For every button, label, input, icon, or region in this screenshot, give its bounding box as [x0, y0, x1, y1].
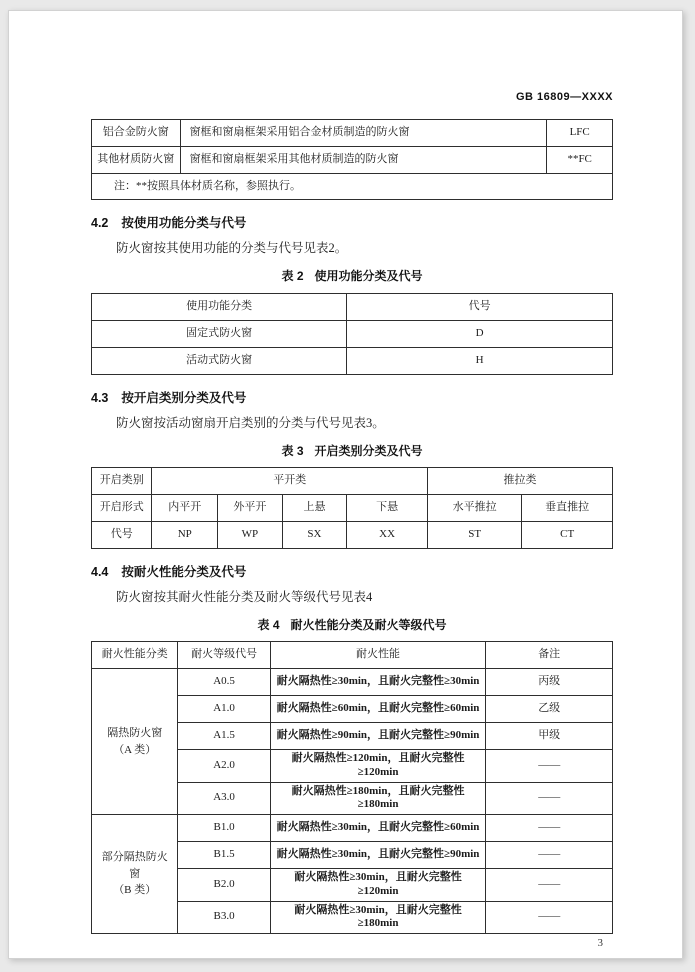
function-classification-table — [91, 293, 613, 375]
table-cell-performance: 耐火隔热性≥60min，且耐火完整性≥60min — [270, 696, 486, 723]
table-cell-definition: 窗框和窗扇框架采用其他材质制造的防火窗 — [180, 147, 547, 174]
table-cell-performance: 耐火隔热性≥30min，且耐火完整性≥60min — [270, 815, 486, 842]
document-page — [8, 10, 683, 959]
table-row — [92, 495, 613, 522]
table-cell-performance: 耐火隔热性≥120min，且耐火完整性≥120min — [270, 750, 486, 783]
category-name: 隔热防火窗 — [107, 727, 163, 739]
table-note-row — [92, 174, 613, 200]
paragraph-4-2: 防火窗按其使用功能的分类与代号见表2。 — [116, 241, 348, 255]
table-row — [92, 522, 613, 549]
section-number: 4.2 — [91, 216, 109, 230]
section-title: 按耐火性能分类及代号 — [121, 565, 247, 579]
opening-type-table — [91, 467, 613, 549]
column-header: 耐火等级代号 — [178, 642, 270, 669]
table-row — [92, 321, 613, 348]
table-cell: 上悬 — [282, 495, 347, 522]
table-header-row — [92, 642, 613, 669]
table-cell-grade: A2.0 — [178, 750, 270, 783]
table-cell-remark: 甲级 — [486, 723, 613, 750]
table-cell: WP — [218, 522, 283, 549]
column-header: 备注 — [486, 642, 613, 669]
section-number: 4.3 — [91, 391, 109, 405]
section-heading-4-2 — [91, 213, 613, 229]
table-cell: CT — [522, 522, 613, 549]
column-header: 使用功能分类 — [92, 294, 347, 321]
table-row — [92, 815, 613, 842]
table4-caption: 耐火性能分类及耐火等级代号 — [290, 618, 447, 632]
table4-title — [91, 616, 613, 631]
table-cell-grade: B2.0 — [178, 869, 270, 902]
table-cell-term: 其他材质防火窗 — [92, 147, 181, 174]
column-header: 开启类别 — [92, 468, 152, 495]
section-heading-4-4 — [91, 562, 613, 578]
standard-code-header: GB 16809—XXXX — [516, 91, 613, 103]
table-cell-remark: —— — [486, 869, 613, 902]
category-class: （B 类） — [113, 884, 157, 897]
table3-caption: 开启类别分类及代号 — [314, 444, 423, 458]
table3-label: 表 3 — [281, 444, 304, 458]
table-cell-performance: 耐火隔热性≥30min，且耐火完整性≥90min — [270, 842, 486, 869]
table-cell-remark: —— — [486, 750, 613, 783]
table-cell: 垂直推拉 — [522, 495, 613, 522]
table-cell: 代号 — [92, 522, 152, 549]
table-cell-grade: B1.5 — [178, 842, 270, 869]
table-cell-grade: B1.0 — [178, 815, 270, 842]
table-cell: 活动式防火窗 — [92, 348, 347, 375]
table-cell: SX — [282, 522, 347, 549]
material-classification-table — [91, 119, 613, 200]
table-note: 注：**按照具体材质名称，参照执行。 — [92, 174, 613, 200]
column-header-group: 平开类 — [152, 468, 428, 495]
table-row — [92, 669, 613, 696]
table-cell-remark: 乙级 — [486, 696, 613, 723]
table-row — [92, 120, 613, 147]
table3-title — [91, 442, 613, 457]
category-name: 部分隔热防火窗 — [101, 851, 168, 880]
table-cell-grade: A3.0 — [178, 782, 270, 815]
table-row — [92, 147, 613, 174]
table-cell: ST — [428, 522, 522, 549]
table-cell: 固定式防火窗 — [92, 321, 347, 348]
fire-resistance-table — [91, 641, 613, 934]
table-cell-grade: A1.0 — [178, 696, 270, 723]
column-header: 耐火性能分类 — [92, 642, 178, 669]
table-cell: 下悬 — [347, 495, 428, 522]
table-cell-performance: 耐火隔热性≥30min，且耐火完整性≥120min — [270, 869, 486, 902]
table-cell: NP — [152, 522, 218, 549]
table-cell: XX — [347, 522, 428, 549]
table-cell: 开启形式 — [92, 495, 152, 522]
table-cell: 内平开 — [152, 495, 218, 522]
table-cell-remark: —— — [486, 901, 613, 934]
column-header: 耐火性能 — [270, 642, 486, 669]
table-cell-code: LFC — [547, 120, 613, 147]
category-cell-b — [92, 815, 178, 934]
table-cell-code: **FC — [547, 147, 613, 174]
table-cell: 外平开 — [218, 495, 283, 522]
table-cell-performance: 耐火隔热性≥90min，且耐火完整性≥90min — [270, 723, 486, 750]
table4-label: 表 4 — [257, 618, 280, 632]
section-title: 按开启类别分类及代号 — [121, 391, 247, 405]
table-cell-grade: B3.0 — [178, 901, 270, 934]
table-cell-term: 铝合金防火窗 — [92, 120, 181, 147]
category-cell-a — [92, 669, 178, 815]
paragraph-4-4: 防火窗按其耐火性能分类及耐火等级代号见表4 — [116, 590, 373, 604]
column-header-group: 推拉类 — [428, 468, 613, 495]
section-heading-4-3 — [91, 388, 613, 404]
section-title: 按使用功能分类与代号 — [121, 216, 247, 230]
table-cell: H — [347, 348, 613, 375]
page-number: 3 — [597, 937, 603, 949]
table-cell-remark: —— — [486, 782, 613, 815]
table-cell-performance: 耐火隔热性≥30min，且耐火完整性≥180min — [270, 901, 486, 934]
paragraph-4-3: 防火窗按活动窗扇开启类别的分类与代号见表3。 — [116, 416, 385, 430]
table-cell-definition: 窗框和窗扇框架采用铝合金材质制造的防火窗 — [180, 120, 547, 147]
table-cell-remark: 丙级 — [486, 669, 613, 696]
table-cell-remark: —— — [486, 842, 613, 869]
table2-label: 表 2 — [281, 269, 304, 283]
table-header-row — [92, 294, 613, 321]
table-cell: D — [347, 321, 613, 348]
section-number: 4.4 — [91, 565, 109, 579]
table2-title — [91, 267, 613, 282]
table-cell-performance: 耐火隔热性≥180min，且耐火完整性≥180min — [270, 782, 486, 815]
table-row — [92, 348, 613, 375]
table-cell-performance: 耐火隔热性≥30min，且耐火完整性≥30min — [270, 669, 486, 696]
table-cell: 水平推拉 — [428, 495, 522, 522]
table-header-row — [92, 468, 613, 495]
table-cell-grade: A1.5 — [178, 723, 270, 750]
table2-caption: 使用功能分类及代号 — [314, 269, 423, 283]
category-class: （A 类） — [113, 743, 157, 756]
table-cell-remark: —— — [486, 815, 613, 842]
table-cell-grade: A0.5 — [178, 669, 270, 696]
column-header: 代号 — [347, 294, 613, 321]
